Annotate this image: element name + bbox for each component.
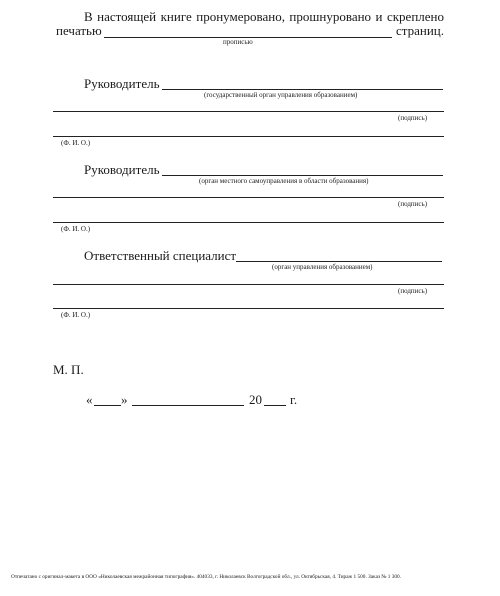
date-day-blank[interactable] [94,405,121,406]
date-year-blank[interactable] [264,405,286,406]
date-quote-open: « [86,392,93,407]
block2-name-caption: (Ф. И. О.) [61,225,91,233]
date-year-suffix: г. [290,392,298,407]
block1-name-caption: (Ф. И. О.) [61,139,91,147]
date-month-blank[interactable] [132,405,244,406]
certification-line-2-end: страниц. [396,23,445,38]
block1-name-blank[interactable] [53,136,444,137]
certification-line-2-start: печатью [56,23,102,38]
block1-signature-blank[interactable] [53,111,444,112]
block2-label: Руководитель [84,162,160,177]
date-quote-close: » [121,392,128,407]
date-year-prefix: 20 [249,392,262,407]
block2-name-blank[interactable] [53,222,444,223]
block3-name-blank[interactable] [53,308,444,309]
page-count-caption: прописью [223,38,253,46]
block3-signature-blank[interactable] [53,284,444,285]
block2-signature-caption: (подпись) [398,200,428,208]
block3-signature-caption: (подпись) [398,287,428,295]
block2-org-blank[interactable] [162,175,443,176]
stamp-label: М. П. [53,362,84,377]
block1-label: Руководитель [84,76,160,91]
certification-line-1: В настоящей книге пронумеровано, прошнуровано и скреплено [84,9,444,24]
block1-org-caption: (государственный орган управления образованием) [204,91,358,99]
block2-org-caption: (орган местного самоуправления в области образования) [199,177,369,185]
block3-name-caption: (Ф. И. О.) [61,311,91,319]
block2-signature-blank[interactable] [53,197,444,198]
block3-org-caption: (орган управления образованием) [272,263,373,271]
block3-org-blank[interactable] [236,261,442,262]
block1-org-blank[interactable] [162,89,443,90]
block1-signature-caption: (подпись) [398,114,428,122]
block3-label: Ответственный специалист [84,248,237,263]
printing-imprint: Отпечатано с оригинал-макета в ООО «Николаевская межрайонная типография». 404033, г. Николаевск Волгоградской обл., ул. Октябрьская, 4. Тираж 1 500. Заказ № 1 300. [11,574,401,580]
